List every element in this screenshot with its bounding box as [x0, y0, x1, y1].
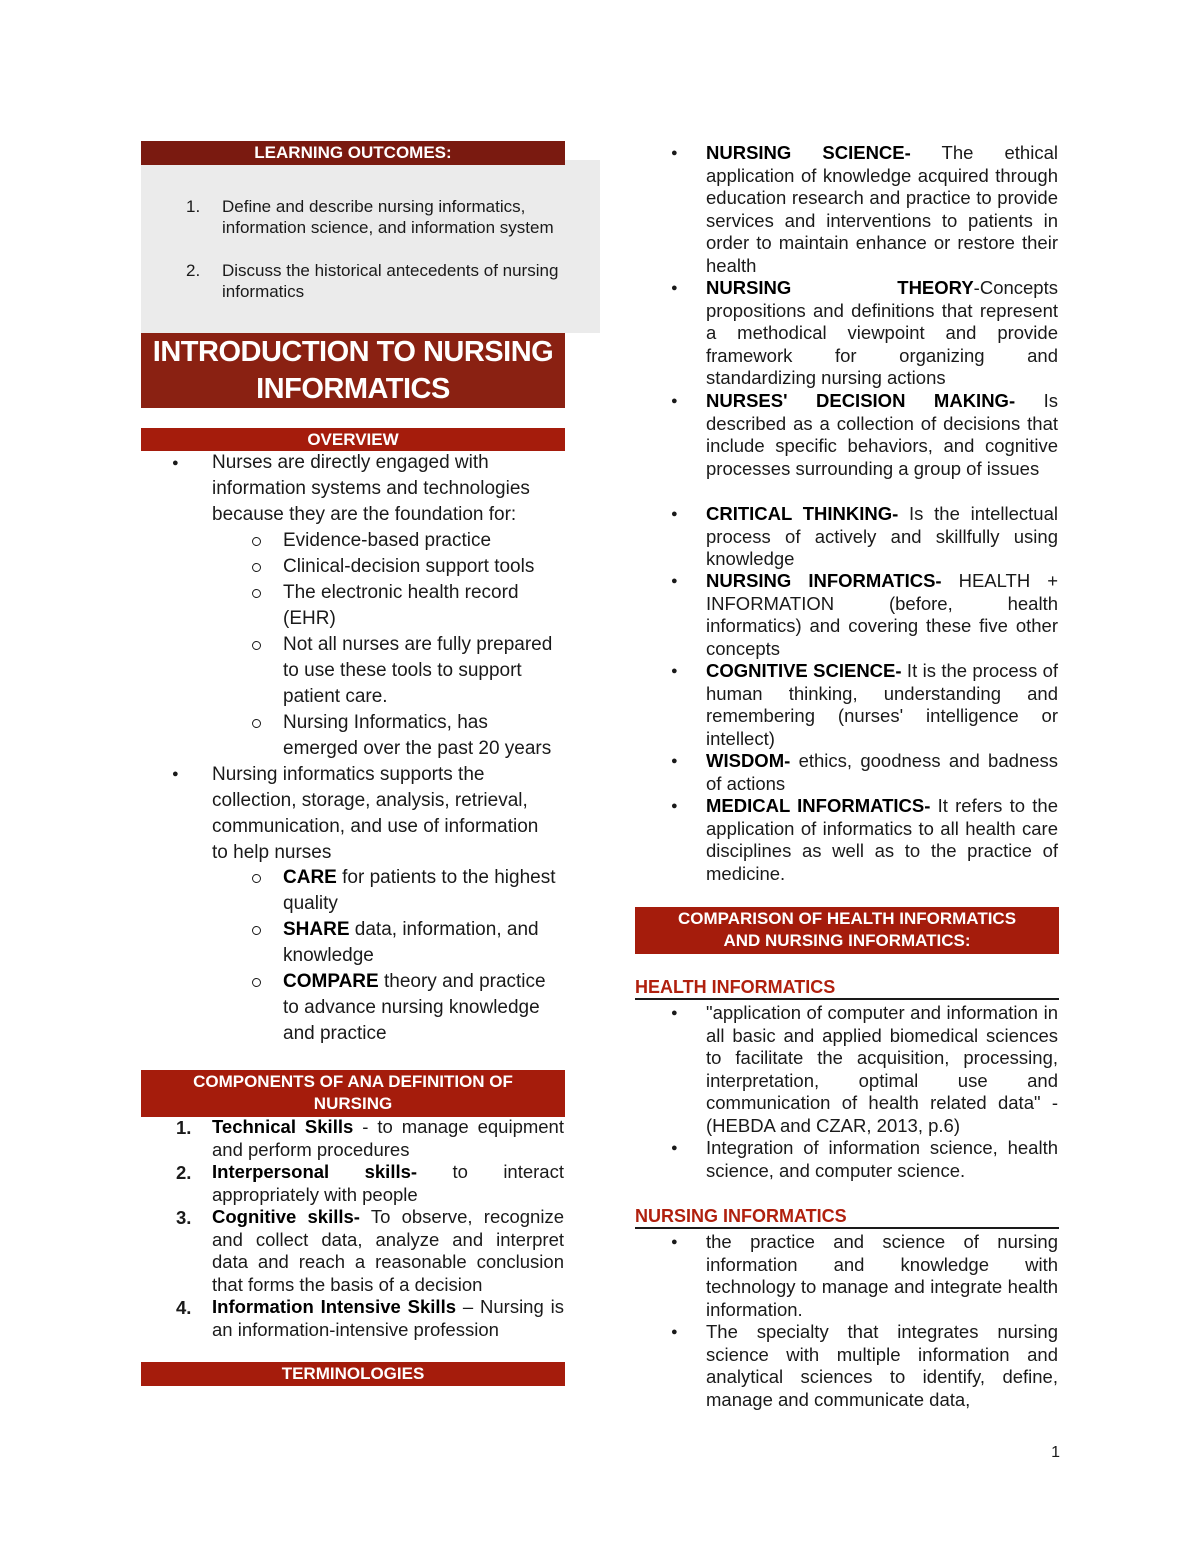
component-item: Cognitive skills- To observe, recognize and collect data, analyze and interpret data and reach a reasonable conclusion that forms the basis of a decision [212, 1206, 564, 1295]
overview-bullet-2: Nursing informatics supports the collection, storage, analysis, retrieval, communication, and use of information to help nurses [212, 764, 539, 863]
component-number: 1. [176, 1117, 192, 1138]
circle-bullet-icon [252, 641, 261, 650]
bullet-icon: ● [671, 282, 678, 294]
bullet-icon: ● [671, 755, 678, 767]
main-title-line2: INFORMATICS [256, 372, 450, 405]
circle-bullet-icon [252, 589, 261, 598]
components-header: COMPONENTS OF ANA DEFINITION OF NURSING [141, 1070, 565, 1117]
main-title [141, 333, 565, 408]
terminology-item: NURSING THEORY-Concepts propositions and definitions that represent a methodical viewpoint and provide framework for organizing and standardizing nursing actions [706, 277, 1058, 389]
circle-bullet-icon [252, 926, 261, 935]
bullet-icon: ● [172, 457, 179, 469]
overview-sub-item-share: SHARE data, information, and knowledge [283, 919, 539, 966]
outcome-text: Discuss the historical antecedents of nursing informatics [222, 261, 559, 301]
terminology-item: NURSING SCIENCE- The ethical application of knowledge acquired through education research and practice to provide services and interventions to patients in order to maintain enhance or restore their health [706, 142, 1058, 276]
bullet-icon: ● [671, 665, 678, 677]
overview-header: OVERVIEW [141, 428, 565, 451]
bullet-icon: ● [671, 508, 678, 520]
component-item: Information Intensive Skills – Nursing is an information-intensive profession [212, 1296, 564, 1340]
terminology-item: COGNITIVE SCIENCE- It is the process of human thinking, understanding and remembering (nurses' intelligence or intellect) [706, 660, 1058, 749]
overview-bullet-1 [212, 450, 552, 528]
component-number: 4. [176, 1297, 192, 1318]
overview-sub-item: Not all nurses are fully prepared to use these tools to support patient care. [283, 634, 553, 707]
bullet-icon: ● [671, 800, 678, 812]
outcome-number: 1. [186, 197, 201, 216]
bullet-icon: ● [671, 147, 678, 159]
component-item: Technical Skills - to manage equipment and perform procedures [212, 1116, 564, 1160]
bullet-icon: ● [671, 1326, 678, 1338]
terminologies-header: TERMINOLOGIES [141, 1362, 565, 1386]
overview-bullet-text: Nurses are directly engaged with information systems and technologies because they are the foundation for: [212, 452, 530, 525]
page-number: 1 [1051, 1444, 1060, 1461]
comparison-header: COMPARISON OF HEALTH INFORMATICS AND NURSING INFORMATICS: [635, 907, 1059, 954]
circle-bullet-icon [252, 537, 261, 546]
overview-sub-item: Clinical-decision support tools [283, 556, 535, 577]
outcome-text: Define and describe nursing informatics, information science, and information system [222, 197, 554, 237]
bullet-icon: ● [671, 1007, 678, 1019]
circle-bullet-icon [252, 563, 261, 572]
nursing-informatics-item: the practice and science of nursing information and knowledge with technology to manage and integrate health information. [706, 1231, 1058, 1320]
bullet-icon: ● [671, 1236, 678, 1248]
nursing-informatics-item: The specialty that integrates nursing science with multiple information and analytical sciences to identify, define, manage and communicate data, [706, 1321, 1058, 1410]
overview-sub-item: The electronic health record (EHR) [283, 582, 519, 629]
bullet-icon: ● [172, 768, 179, 780]
bullet-icon: ● [671, 1142, 678, 1154]
learning-outcomes-box [141, 160, 600, 333]
overview-sub-item-care: CARE for patients to the highest quality [283, 867, 556, 914]
terminology-item: WISDOM- ethics, goodness and badness of actions [706, 750, 1058, 794]
nursing-informatics-title: NURSING INFORMATICS [635, 1205, 1059, 1229]
component-number: 2. [176, 1162, 192, 1183]
circle-bullet-icon [252, 874, 261, 883]
terminology-item: NURSES' DECISION MAKING- Is described as a collection of decisions that include specific behaviors, and cognitive processes surrounding a group of issues [706, 390, 1058, 479]
bullet-icon: ● [671, 575, 678, 587]
component-number: 3. [176, 1207, 192, 1228]
overview-sub-item-compare: COMPARE theory and practice to advance nursing knowledge and practice [283, 971, 546, 1044]
terminology-item: NURSING INFORMATICS- HEALTH + INFORMATION (before, health informatics) and covering these five other concepts [706, 570, 1059, 659]
terminology-item: MEDICAL INFORMATICS- It refers to the application of informatics to all health care disciplines as well as to the practice of medicine. [706, 795, 1058, 884]
health-informatics-title: HEALTH INFORMATICS [635, 976, 1059, 1000]
overview-sub-item: Evidence-based practice [283, 530, 492, 551]
health-informatics-item: "application of computer and information in all basic and applied biomedical sciences to facilitate the acquisition, processing, interpretation, optimal use and communication of health related data" - (HEBDA and CZAR, 2013, p.6) [706, 1002, 1058, 1136]
outcome-number: 2. [186, 261, 201, 280]
bullet-icon: ● [671, 395, 678, 407]
main-title-line1: INTRODUCTION TO NURSING [152, 335, 554, 368]
learning-outcomes-header: LEARNING OUTCOMES: [141, 141, 565, 165]
circle-bullet-icon [252, 719, 261, 728]
overview-sub-item: Nursing Informatics, has emerged over the past 20 years [283, 712, 552, 759]
terminology-item: CRITICAL THINKING- Is the intellectual process of actively and skillfully using knowledge [706, 503, 1058, 570]
component-item: Interpersonal skills- to interact appropriately with people [212, 1161, 564, 1205]
health-informatics-item: Integration of information science, health science, and computer science. [706, 1137, 1058, 1181]
circle-bullet-icon [252, 978, 261, 987]
